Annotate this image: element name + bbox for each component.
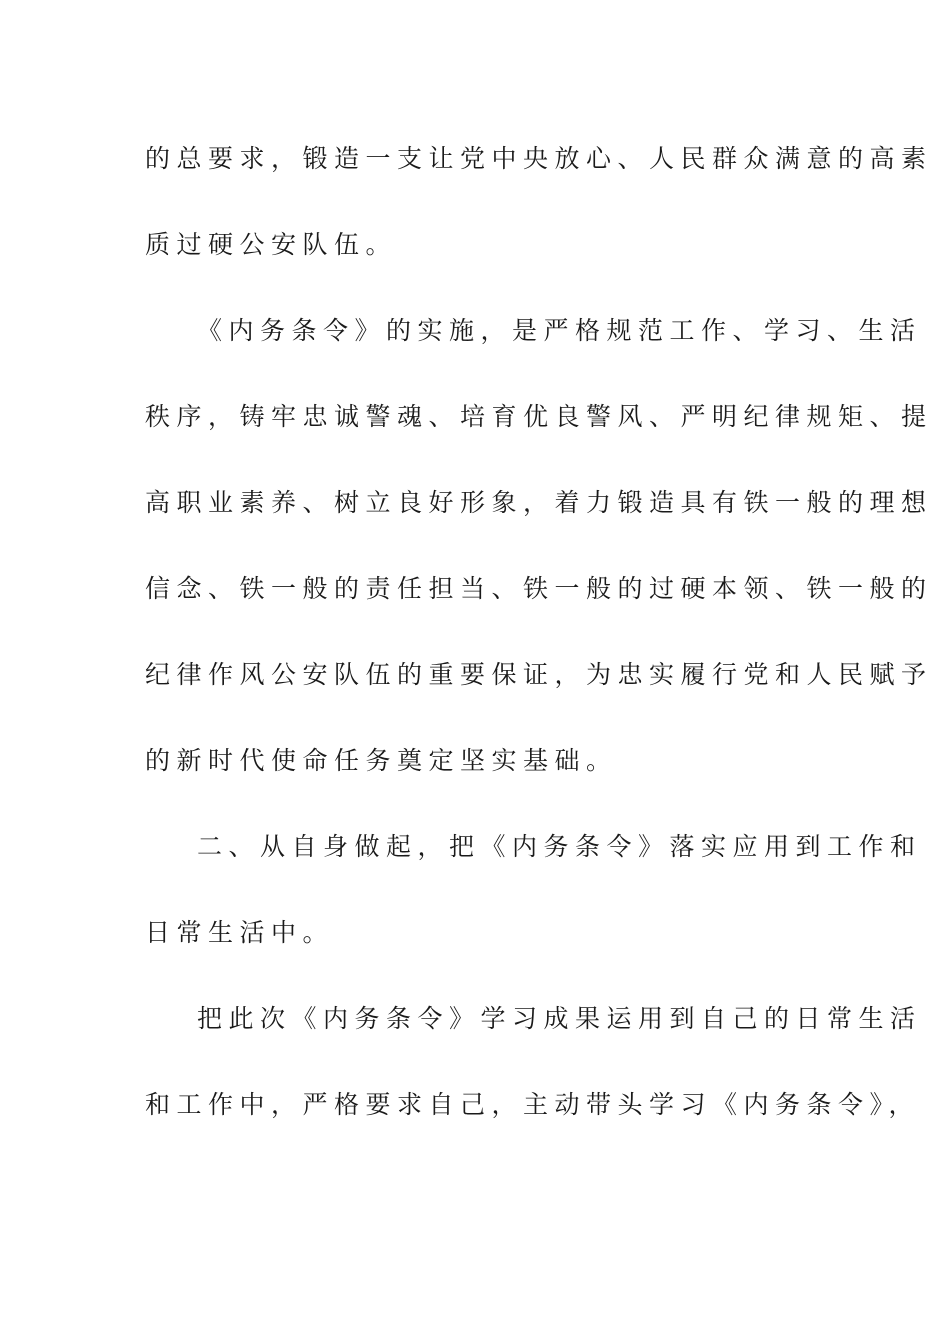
- paragraph-first-line: 把此次《内务条令》学习成果运用到自己的日常生活: [197, 1004, 922, 1033]
- text-line: 信念、铁一般的责任担当、铁一般的过硬本领、铁一般的: [145, 574, 933, 603]
- text-line: 的新时代使命任务奠定坚实基础。: [145, 746, 618, 775]
- text-line: 纪律作风公安队伍的重要保证，为忠实履行党和人民赋予: [145, 660, 933, 689]
- text-line: 和工作中，严格要求自己，主动带头学习《内务条令》，: [145, 1090, 921, 1119]
- text-line: 秩序，铸牢忠诚警魂、培育优良警风、严明纪律规矩、提: [145, 402, 933, 431]
- section-heading-line: 日常生活中。: [145, 918, 335, 947]
- text-line: 的总要求，锻造一支让党中央放心、人民群众满意的高素: [145, 144, 933, 173]
- paragraph-first-line: 《内务条令》的实施，是严格规范工作、学习、生活: [197, 316, 922, 345]
- text-line: 质过硬公安队伍。: [145, 230, 398, 259]
- text-line: 高职业素养、树立良好形象，着力锻造具有铁一般的理想: [145, 488, 933, 517]
- section-heading-line: 二、从自身做起，把《内务条令》落实应用到工作和: [197, 832, 922, 861]
